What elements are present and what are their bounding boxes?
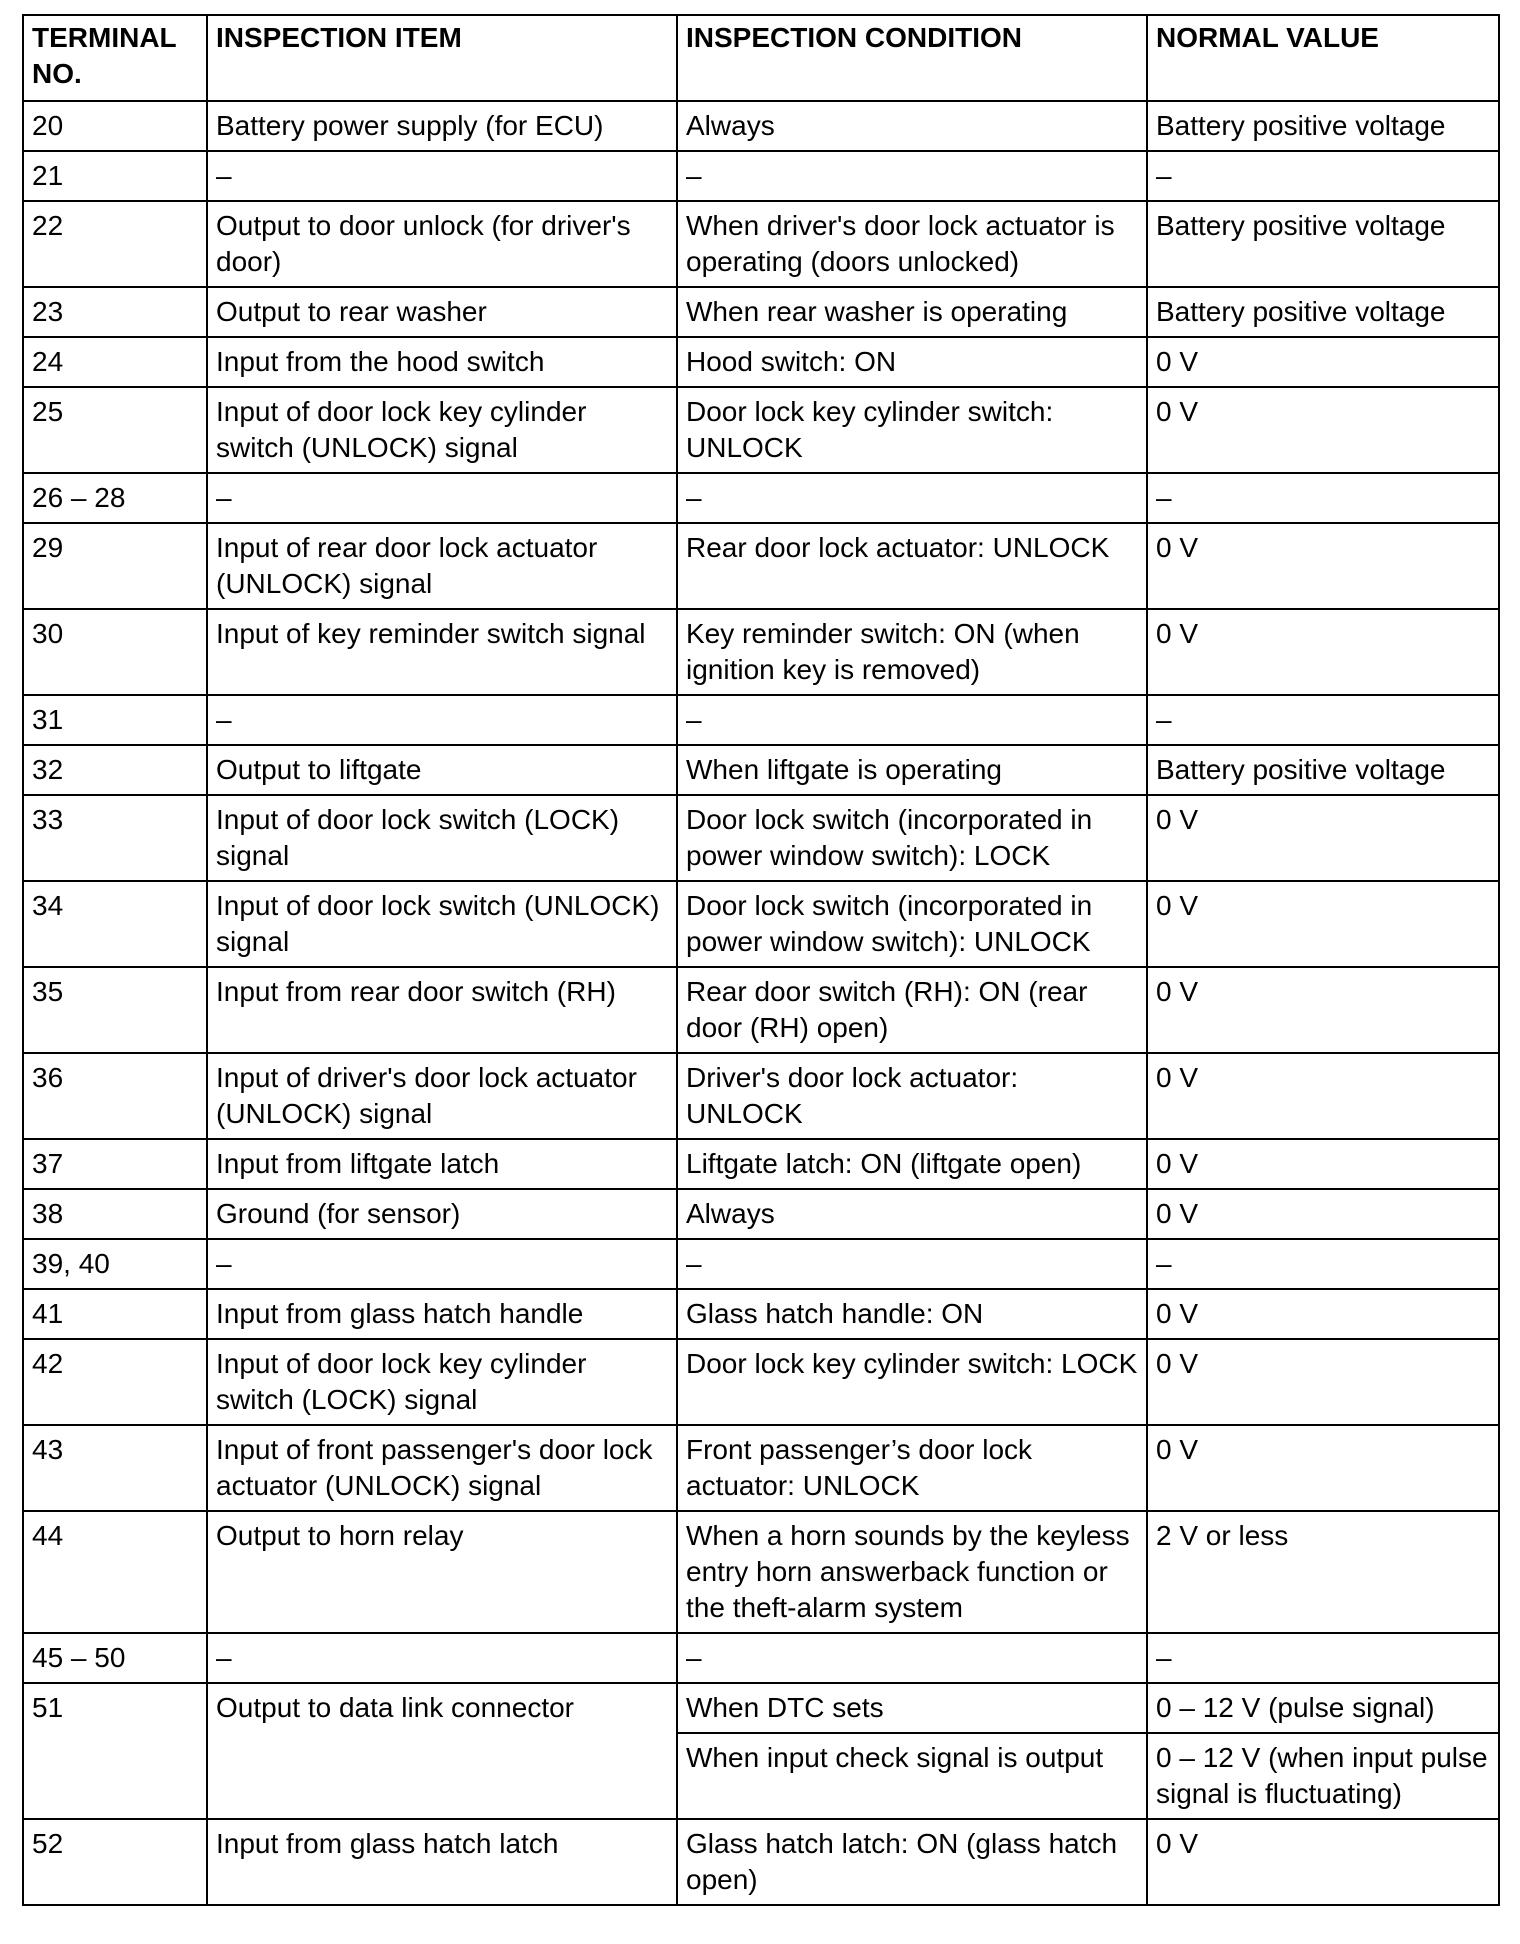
normal-value-cell: 0 V	[1147, 1289, 1499, 1339]
inspection-condition-cell: Driver's door lock actuator: UNLOCK	[677, 1053, 1147, 1139]
inspection-condition-cell: Door lock key cylinder switch: LOCK	[677, 1339, 1147, 1425]
normal-value-cell: –	[1147, 1633, 1499, 1683]
terminal-no-cell: 52	[23, 1819, 207, 1905]
normal-value-cell: 2 V or less	[1147, 1511, 1499, 1633]
inspection-condition-cell: Always	[677, 101, 1147, 151]
normal-value-cell: –	[1147, 473, 1499, 523]
terminal-no-cell: 43	[23, 1425, 207, 1511]
table-row	[23, 881, 1499, 967]
header-inspection-item: INSPECTION ITEM	[207, 15, 677, 101]
table-row	[23, 1633, 1499, 1683]
header-terminal-no: TERMINAL NO.	[23, 15, 207, 101]
inspection-item-cell: Input from liftgate latch	[207, 1139, 677, 1189]
inspection-condition-cell: Key reminder switch: ON (when ignition key is removed)	[677, 609, 1147, 695]
terminal-no-cell: 42	[23, 1339, 207, 1425]
inspection-condition-cell: –	[677, 473, 1147, 523]
normal-value-cell: 0 – 12 V (when input pulse signal is fluctuating)	[1147, 1733, 1499, 1819]
normal-value-cell: 0 V	[1147, 1425, 1499, 1511]
inspection-item-cell: Output to door unlock (for driver's door)	[207, 201, 677, 287]
table-row	[23, 387, 1499, 473]
inspection-condition-cell: Glass hatch latch: ON (glass hatch open)	[677, 1819, 1147, 1905]
table-row	[23, 1053, 1499, 1139]
normal-value-cell: Battery positive voltage	[1147, 287, 1499, 337]
table-row	[23, 609, 1499, 695]
table-body	[23, 101, 1499, 1905]
table-row	[23, 1139, 1499, 1189]
terminal-no-cell: 51	[23, 1683, 207, 1819]
inspection-item-cell: –	[207, 1239, 677, 1289]
table-row	[23, 1189, 1499, 1239]
header-normal-value: NORMAL VALUE	[1147, 15, 1499, 101]
terminal-no-cell: 41	[23, 1289, 207, 1339]
normal-value-cell: 0 V	[1147, 1819, 1499, 1905]
normal-value-cell: 0 V	[1147, 523, 1499, 609]
normal-value-cell: 0 V	[1147, 1053, 1499, 1139]
terminal-no-cell: 29	[23, 523, 207, 609]
table-row	[23, 1339, 1499, 1425]
terminal-no-cell: 35	[23, 967, 207, 1053]
header-row	[23, 15, 1499, 101]
inspection-item-cell: –	[207, 1633, 677, 1683]
inspection-condition-cell: Door lock switch (incorporated in power window switch): UNLOCK	[677, 881, 1147, 967]
normal-value-cell: 0 V	[1147, 1139, 1499, 1189]
inspection-item-cell: –	[207, 151, 677, 201]
terminal-no-cell: 32	[23, 745, 207, 795]
inspection-condition-cell: –	[677, 1239, 1147, 1289]
inspection-item-cell: Input from the hood switch	[207, 337, 677, 387]
inspection-item-cell: Output to rear washer	[207, 287, 677, 337]
inspection-item-cell: Input of door lock switch (UNLOCK) signal	[207, 881, 677, 967]
terminal-no-cell: 21	[23, 151, 207, 201]
terminal-no-cell: 45 – 50	[23, 1633, 207, 1683]
normal-value-cell: 0 V	[1147, 881, 1499, 967]
inspection-item-cell: Input from rear door switch (RH)	[207, 967, 677, 1053]
inspection-condition-cell: –	[677, 151, 1147, 201]
inspection-condition-cell: Rear door lock actuator: UNLOCK	[677, 523, 1147, 609]
normal-value-cell: 0 V	[1147, 387, 1499, 473]
inspection-condition-cell: –	[677, 695, 1147, 745]
normal-value-cell: 0 V	[1147, 609, 1499, 695]
table-row	[23, 101, 1499, 151]
inspection-condition-cell: When DTC sets	[677, 1683, 1147, 1733]
inspection-condition-cell: Door lock key cylinder switch: UNLOCK	[677, 387, 1147, 473]
table-row	[23, 523, 1499, 609]
inspection-condition-cell: When rear washer is operating	[677, 287, 1147, 337]
inspection-item-cell: Input of door lock key cylinder switch (UNLOCK) signal	[207, 387, 677, 473]
table-row	[23, 1425, 1499, 1511]
terminal-no-cell: 34	[23, 881, 207, 967]
table-row	[23, 287, 1499, 337]
inspection-item-cell: Input from glass hatch latch	[207, 1819, 677, 1905]
normal-value-cell: 0 V	[1147, 1339, 1499, 1425]
table-row	[23, 967, 1499, 1053]
terminal-no-cell: 36	[23, 1053, 207, 1139]
inspection-item-cell: –	[207, 695, 677, 745]
table-row	[23, 1683, 1499, 1733]
normal-value-cell: 0 V	[1147, 967, 1499, 1053]
terminal-no-cell: 20	[23, 101, 207, 151]
normal-value-cell: –	[1147, 151, 1499, 201]
normal-value-cell: Battery positive voltage	[1147, 101, 1499, 151]
table-row	[23, 1511, 1499, 1633]
inspection-condition-cell: Liftgate latch: ON (liftgate open)	[677, 1139, 1147, 1189]
table-row	[23, 201, 1499, 287]
inspection-item-cell: Input of door lock switch (LOCK) signal	[207, 795, 677, 881]
table-row	[23, 695, 1499, 745]
table-row	[23, 1289, 1499, 1339]
inspection-table	[22, 14, 1500, 1906]
inspection-condition-cell: Front passenger’s door lock actuator: UNLOCK	[677, 1425, 1147, 1511]
inspection-item-cell: Input of front passenger's door lock actuator (UNLOCK) signal	[207, 1425, 677, 1511]
table-row	[23, 337, 1499, 387]
inspection-condition-cell: When a horn sounds by the keyless entry horn answerback function or the theft-alarm system	[677, 1511, 1147, 1633]
inspection-condition-cell: Rear door switch (RH): ON (rear door (RH) open)	[677, 967, 1147, 1053]
inspection-item-cell: Input of door lock key cylinder switch (LOCK) signal	[207, 1339, 677, 1425]
normal-value-cell: 0 V	[1147, 795, 1499, 881]
inspection-item-cell: Ground (for sensor)	[207, 1189, 677, 1239]
table-row	[23, 473, 1499, 523]
inspection-condition-cell: –	[677, 1633, 1147, 1683]
terminal-no-cell: 24	[23, 337, 207, 387]
table-row	[23, 151, 1499, 201]
inspection-table-container	[22, 14, 1500, 1906]
inspection-condition-cell: When input check signal is output	[677, 1733, 1147, 1819]
inspection-condition-cell: When driver's door lock actuator is operating (doors unlocked)	[677, 201, 1147, 287]
inspection-item-cell: Output to data link connector	[207, 1683, 677, 1819]
inspection-item-cell: Input of driver's door lock actuator (UNLOCK) signal	[207, 1053, 677, 1139]
table-row	[23, 745, 1499, 795]
terminal-no-cell: 44	[23, 1511, 207, 1633]
terminal-no-cell: 25	[23, 387, 207, 473]
normal-value-cell: 0 – 12 V (pulse signal)	[1147, 1683, 1499, 1733]
terminal-no-cell: 30	[23, 609, 207, 695]
inspection-condition-cell: Glass hatch handle: ON	[677, 1289, 1147, 1339]
inspection-item-cell: –	[207, 473, 677, 523]
inspection-item-cell: Input from glass hatch handle	[207, 1289, 677, 1339]
inspection-item-cell: Input of rear door lock actuator (UNLOCK) signal	[207, 523, 677, 609]
normal-value-cell: 0 V	[1147, 337, 1499, 387]
inspection-condition-cell: Hood switch: ON	[677, 337, 1147, 387]
table-row	[23, 1819, 1499, 1905]
terminal-no-cell: 23	[23, 287, 207, 337]
inspection-item-cell: Output to horn relay	[207, 1511, 677, 1633]
terminal-no-cell: 22	[23, 201, 207, 287]
inspection-item-cell: Battery power supply (for ECU)	[207, 101, 677, 151]
normal-value-cell: Battery positive voltage	[1147, 745, 1499, 795]
inspection-condition-cell: When liftgate is operating	[677, 745, 1147, 795]
terminal-no-cell: 26 – 28	[23, 473, 207, 523]
terminal-no-cell: 38	[23, 1189, 207, 1239]
header-inspection-condition: INSPECTION CONDITION	[677, 15, 1147, 101]
terminal-no-cell: 37	[23, 1139, 207, 1189]
table-row	[23, 795, 1499, 881]
terminal-no-cell: 31	[23, 695, 207, 745]
inspection-item-cell: Output to liftgate	[207, 745, 677, 795]
table-row	[23, 1239, 1499, 1289]
inspection-item-cell: Input of key reminder switch signal	[207, 609, 677, 695]
inspection-condition-cell: Door lock switch (incorporated in power window switch): LOCK	[677, 795, 1147, 881]
normal-value-cell: Battery positive voltage	[1147, 201, 1499, 287]
normal-value-cell: 0 V	[1147, 1189, 1499, 1239]
normal-value-cell: –	[1147, 695, 1499, 745]
inspection-condition-cell: Always	[677, 1189, 1147, 1239]
normal-value-cell: –	[1147, 1239, 1499, 1289]
terminal-no-cell: 33	[23, 795, 207, 881]
terminal-no-cell: 39, 40	[23, 1239, 207, 1289]
